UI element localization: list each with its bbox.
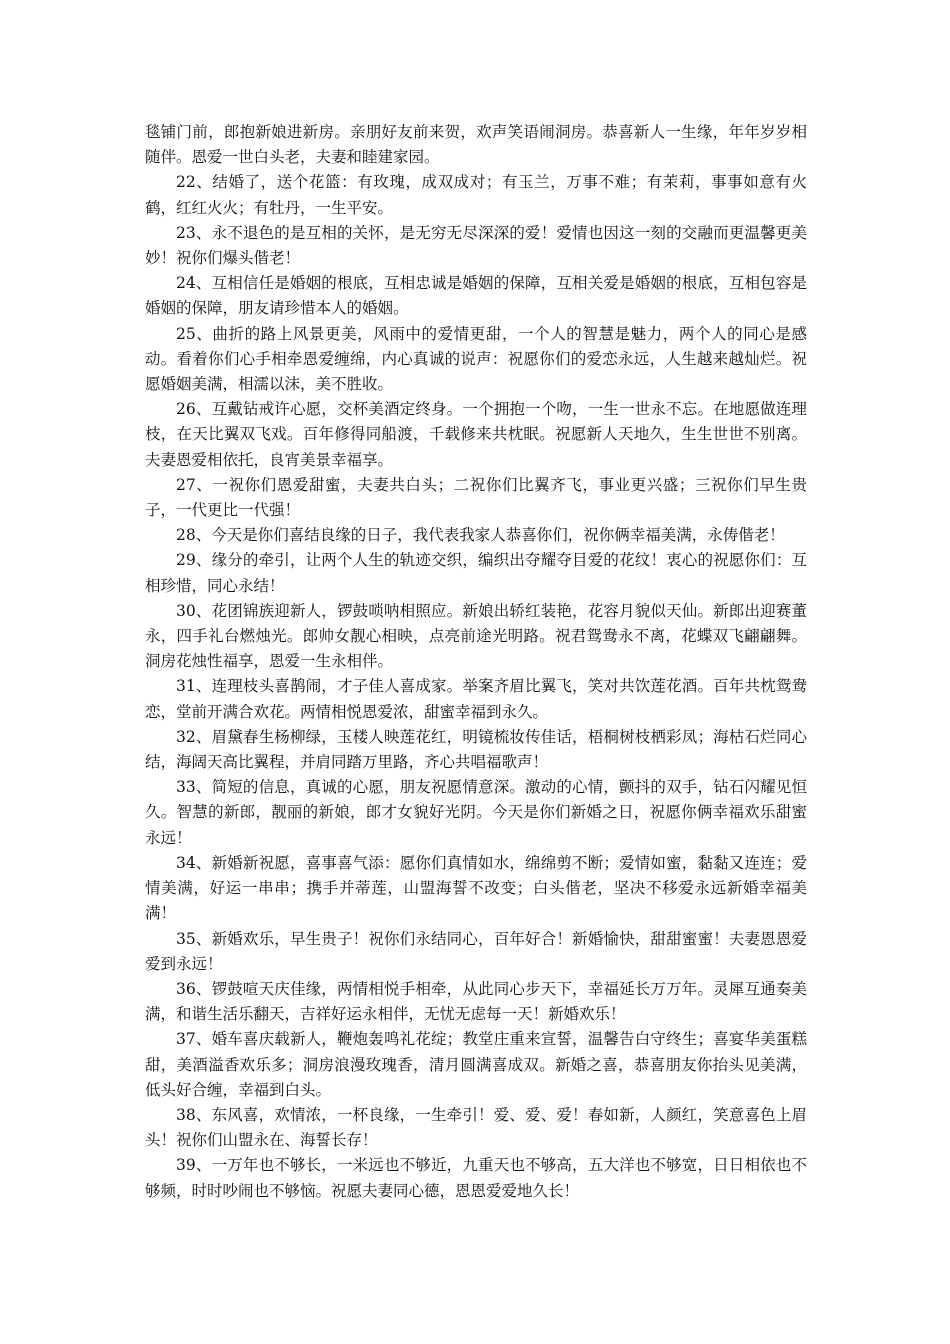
paragraph-continuation: 毯铺门前，郎抱新娘进新房。亲朋好友前来贺，欢声笑语闹洞房。恭喜新人一生缘，年年岁岁相随伴。恩爱一世白头老，夫妻和睦建家园。 — [145, 123, 807, 167]
paragraph-28: 28、今天是你们喜结良缘的日子，我代表我家人恭喜你们，祝你俩幸福美满，永俦偕老！ — [176, 526, 785, 545]
paragraph-37: 37、婚车喜庆载新人，鞭炮轰鸣礼花绽；教堂庄重来宣誓，温馨告白守终生；喜宴华美蛋糕甜，美酒溢香欢乐多；洞房浪漫玫瑰香，清月圆满喜成双。新婚之喜，恭喜朋友你抬头见美满，低头好合缠，幸福到白头。 — [145, 1030, 807, 1099]
paragraph-33: 33、简短的信息，真诚的心愿，朋友祝愿情意深。激动的心情，颤抖的双手，钻石闪耀见恒久。智慧的新郎，靓丽的新娘，郎才女貌好光阴。今天是你们新婚之日，祝愿你俩幸福欢乐甜蜜永远！ — [145, 778, 807, 847]
paragraph-23: 23、永不退色的是互相的关怀，是无穷无尽深深的爱！爱情也因这一刻的交融而更温馨更美妙！祝你们爆头偕老！ — [145, 223, 807, 268]
paragraph-30: 30、花团锦族迎新人，锣鼓唢呐相照应。新娘出轿红装艳，花容月貌似天仙。新郎出迎赛董永，四手礼台燃烛光。郎帅女靓心相映，点亮前途光明路。祝君鸳鸯永不离，花蝶双飞翩翩舞。洞房花烛性福享，恩爱一生永相伴。 — [145, 601, 807, 671]
paragraph-31: 31、连理枝头喜鹊闹，才子佳人喜成家。举案齐眉比翼飞，笑对共饮莲花酒。百年共枕鸳鸯恋，堂前开满合欢花。两情相悦恩爱浓，甜蜜幸福到永久。 — [145, 677, 807, 721]
paragraph-35: 35、新婚欢乐，早生贵子！祝你们永结同心，百年好合！新婚愉快，甜甜蜜蜜！夫妻恩恩爱爱到永远！ — [145, 929, 807, 973]
paragraph-25: 25、曲折的路上风景更美，风雨中的爱情更甜，一个人的智慧是魅力，两个人的同心是感动。看着你们心手相牵恩爱缠绵，内心真诚的说声：祝愿你们的爱恋永远，人生越来越灿烂。祝愿婚姻美满，相濡以沫，美不胜收。 — [145, 324, 807, 394]
document-body — [145, 120, 807, 1204]
paragraph-39: 39、一万年也不够长，一米远也不够近，九重天也不够高，五大洋也不够宽，日日相依也不够频，时时吵闹也不够恼。祝愿夫妻同心德，恩恩爱爱地久长！ — [145, 1156, 807, 1200]
paragraph-36: 36、锣鼓喧天庆佳缘，两情相悦手相牵，从此同心步天下，幸福延长万万年。灵犀互通奏美满，和谐生活乐翻天，吉祥好运永相伴，无忧无虑每一天！新婚欢乐！ — [145, 979, 807, 1024]
paragraph-38: 38、东风喜，欢情浓，一杯良缘，一生牵引！爱、爱、爱！春如新，人颜红，笑意喜色上眉头！祝你们山盟永在、海誓长存！ — [145, 1105, 807, 1150]
paragraph-24: 24、互相信任是婚姻的根底，互相忠诚是婚姻的保障，互相关爱是婚姻的根底，互相包容是婚姻的保障，朋友请珍惜本人的婚姻。 — [145, 274, 807, 318]
paragraph-32: 32、眉黛春生杨柳绿，玉楼人映莲花红，明镜梳妆传佳话，梧桐树枝栖彩凤；海枯石烂同心结，海阔天高比翼程，并肩同踏万里路，齐心共唱福歌声！ — [145, 727, 807, 772]
paragraph-34: 34、新婚新祝愿，喜事喜气添：愿你们真情如水，绵绵剪不断；爱情如蜜，黏黏又连连；爱情美满，好运一串串；携手并蒂莲，山盟海誓不改变；白头偕老，坚决不移爱永远新婚幸福美满！ — [145, 853, 807, 923]
paragraph-27: 27、一祝你们恩爱甜蜜，夫妻共白头；二祝你们比翼齐飞，事业更兴盛；三祝你们早生贵子，一代更比一代强！ — [145, 475, 807, 520]
paragraph-26: 26、互戴钻戒许心愿，交杯美酒定终身。一个拥抱一个吻，一生一世永不忘。在地愿做连理枝，在天比翼双飞戏。百年修得同船渡，千载修来共枕眠。祝愿新人天地久，生生世世不别离。夫妻恩爱相依托，良宵美景幸福享。 — [145, 400, 807, 469]
paragraph-22: 22、结婚了，送个花篮：有玫瑰，成双成对；有玉兰，万事不难；有茉莉，事事如意有火鹤，红红火火；有牡丹，一生平安。 — [145, 173, 807, 217]
paragraph-29: 29、缘分的牵引，让两个人生的轨迹交织，编织出夺耀夺目爱的花纹！衷心的祝愿你们：互相珍惜，同心永结！ — [145, 551, 807, 595]
